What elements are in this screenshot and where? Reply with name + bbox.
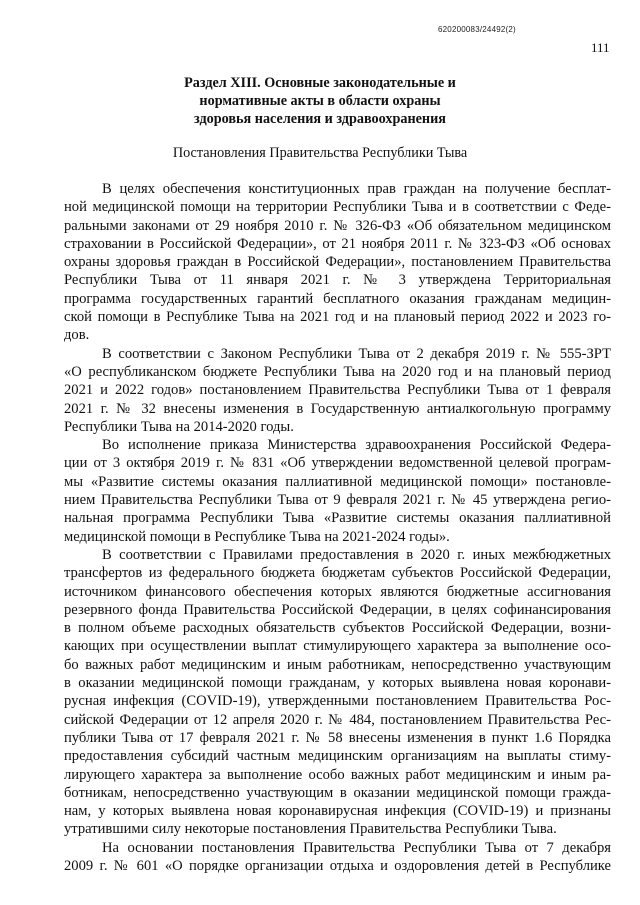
paragraph-1: [64, 180, 611, 345]
paragraph-line: бо важных работ медицинским и иным работникам, непосредственно участвующим: [64, 656, 611, 673]
paragraph-line: медицинской помощи в Республике Тыва на 2021-2024 годы».: [64, 528, 450, 545]
paragraph-line: На основании постановления Правительства Республики Тыва от 7 декабря: [102, 839, 611, 856]
paragraph-line: «О республиканском бюджете Республики Тыва на 2020 год и на плановый период: [64, 363, 611, 380]
paragraph-line: кающих при осуществлении выплат стимулирующего характера за выполнение осо-: [64, 638, 611, 655]
paragraph-line: публики Тыва от 17 февраля 2021 г. № 58 внесены изменения в пункт 1.6 Порядка: [64, 729, 611, 746]
document-id: 620200083/24492(2): [438, 25, 516, 34]
section-heading: [0, 74, 640, 128]
subsection-title: Постановления Правительства Республики Тыва: [172, 145, 468, 161]
paragraph-line: страховании в Российской Федерации», от 21 ноября 2011 г. № 323-ФЗ «Об основах: [64, 235, 611, 252]
paragraph-line: в оказании медицинской помощи гражданам, у которых выявлена новая коронави-: [64, 675, 611, 692]
paragraph-line: В соответствии с Правилами предоставления в 2020 г. иных межбюджетных: [102, 546, 611, 563]
paragraph-line: ской помощи в Республике Тыва на 2021 год и на плановый период 2022 и 2023 го-: [64, 309, 611, 326]
paragraph-line: мы «Развитие системы оказания паллиативной медицинской помощи» постановле-: [64, 473, 611, 490]
paragraph-line: 2021 и 2022 годов» постановлением Правительства Республики Тыва от 1 февраля: [64, 382, 611, 399]
document-body: [64, 180, 611, 875]
heading-line: Раздел XIII. Основные законодательные и: [184, 75, 456, 91]
paragraph-line: лирующего характера за выполнение особо важных работ медицинским и иным ра-: [64, 766, 611, 783]
paragraph-line: нам, у которых выявлена новая коронавирусная инфекция (COVID-19) и признаны: [64, 803, 611, 820]
paragraph-line: Республики Тыва от 11 января 2021 г. № 3 утверждена Территориальная: [64, 272, 611, 289]
paragraph-line: русная инфекция (COVID-19), утвержденными постановлением Правительства Рос-: [64, 693, 611, 710]
paragraph-line: программа государственных гарантий бесплатного оказания гражданам медицин-: [64, 290, 611, 307]
paragraph-line: В соответствии с Законом Республики Тыва от 2 декабря 2019 г. № 555-ЗРТ: [102, 345, 611, 362]
heading-line: нормативные акты в области охраны: [199, 93, 441, 109]
paragraph-line: сийской Федерации от 12 апреля 2020 г. № 484, постановлением Правительства Рес-: [64, 711, 611, 728]
paragraph-line: Во исполнение приказа Министерства здравоохранения Российской Федера-: [102, 437, 611, 454]
paragraph-line: источником финансового обеспечения которых являются бюджетные ассигнования: [64, 583, 611, 600]
paragraph-line: резервного фонда Правительства Российской Федерации, в целях софинансирования: [64, 601, 611, 618]
paragraph-3: [64, 436, 611, 546]
paragraph-line: в полном объеме расходных обязательств субъектов Российской Федерации, возни-: [64, 620, 611, 637]
paragraph-2: [64, 345, 611, 436]
paragraph-line: ной медицинской помощи на территории Республики Тыва и в соответствии с Феде-: [64, 199, 611, 216]
paragraph-line: 2021 г. № 32 внесены изменения в Государственную антиалкогольную программу: [64, 400, 611, 417]
heading-line: здоровья населения и здравоохранения: [194, 111, 446, 127]
paragraph-line: утратившими силу некоторые постановления Правительства Республики Тыва.: [64, 821, 557, 838]
paragraph-line: дов.: [64, 327, 90, 344]
paragraph-line: ции от 3 октября 2019 г. № 831 «Об утверждении ведомственной целевой програм-: [64, 455, 611, 472]
paragraph-5: [64, 839, 611, 876]
paragraph-line: нием Правительства Республики Тыва от 9 февраля 2021 г. № 45 утверждена регио-: [64, 492, 611, 509]
paragraph-line: Республики Тыва на 2014-2020 годы.: [64, 418, 294, 435]
paragraph-4: [64, 546, 611, 839]
paragraph-line: нальная программа Республики Тыва «Развитие системы оказания паллиативной: [64, 510, 611, 527]
paragraph-line: трансфертов из федерального бюджета бюджетам субъектов Российской Федерации,: [64, 565, 611, 582]
paragraph-line: охраны здоровья граждан в Российской Федерации», постановлением Правительства: [64, 254, 611, 271]
paragraph-line: ральными законами от 29 ноября 2010 г. № 326-ФЗ «Об обязательном медицинском: [64, 217, 611, 234]
paragraph-line: 2009 г. № 601 «О порядке организации отдыха и оздоровления детей в Республике: [64, 857, 611, 874]
paragraph-line: ботникам, непосредственно участвующим в оказании медицинской помощи гражда-: [64, 784, 611, 801]
paragraph-line: предоставления субсидий частным медицинским организациям на выплаты стиму-: [64, 748, 611, 765]
paragraph-line: В целях обеспечения конституционных прав граждан на получение бесплат-: [102, 181, 611, 197]
page-number: 111: [591, 40, 610, 55]
